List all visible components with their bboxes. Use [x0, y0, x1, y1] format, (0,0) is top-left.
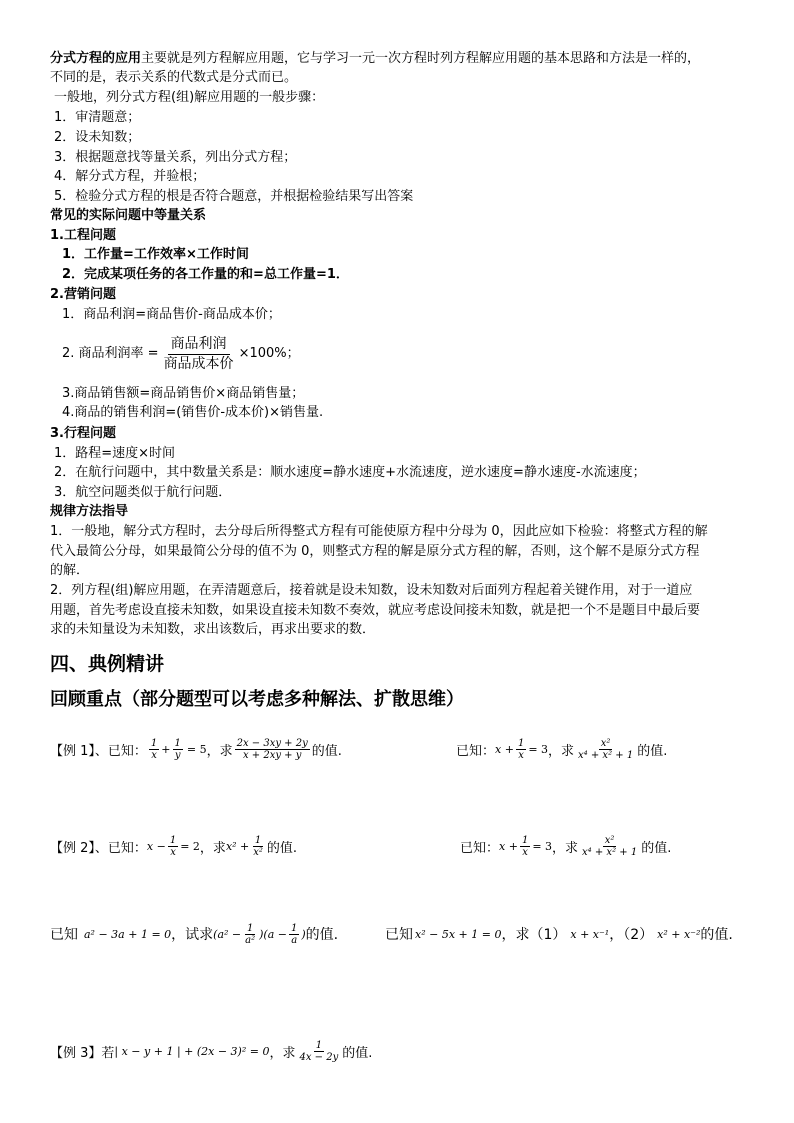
frac-num: 1: [174, 737, 181, 749]
example-1-frac-2: [173, 738, 183, 761]
tail-text: 的值.: [305, 927, 339, 943]
methods-p2-line-2: 用题，首先考虑设直接未知数，如果设直接未知数不奏效，就应考虑设间接未知数，就是把一个不是题目中最后要: [50, 603, 701, 618]
methods-p2-line-3: 求的未知量设为未知数，求出该数后，再求出要求的数．: [50, 622, 376, 637]
intro-line-2: 不同的是，表示关系的代数式是分式而已。: [50, 70, 298, 85]
engineering-item-1: 1．工作量=工作效率×工作时间: [62, 247, 249, 262]
step-4: 4．解分式方程，并验根；: [54, 169, 206, 184]
ask-text: ，求: [552, 840, 579, 856]
engineering-item-2: 2．完成某项任务的各工作量的和=总工作量=1．: [62, 267, 349, 282]
ask-text: ，求: [199, 840, 226, 856]
example-2-right-label: 已知：: [460, 840, 500, 856]
intro-title: 分式方程的应用: [50, 51, 142, 66]
frac-den: x: [151, 749, 157, 761]
example-a-frac-2: [289, 923, 299, 946]
sales-item-4: 4.商品的销售利润=(销售价-成本价)×销售量.: [62, 405, 324, 420]
profit-rate-denominator: 商品成本价: [163, 355, 234, 372]
sales-title: 2.营销问题: [50, 287, 116, 302]
intro-rest: 主要就是列方程解应用题，它与学习一元一次方程时列方程解应用题的基本思路和方法是一样的，: [141, 51, 701, 66]
intro-line-1: [50, 50, 700, 68]
frac-num: 1: [246, 922, 254, 934]
methods-p1-line-3: 的解．: [50, 563, 90, 578]
example-1-right: [456, 734, 667, 764]
frac-den: x: [518, 749, 524, 761]
expr-part: x +: [499, 839, 518, 853]
expr-part: x −: [146, 839, 166, 853]
methods-p1-line-2: 代入最简公分母，如果最简公分母的值不为 0，则整式方程的解是原分式方程的解，否则，这个解不是原分式方程: [50, 544, 700, 559]
equation-rhs: = 3: [532, 839, 553, 853]
ask-text: ，求: [548, 743, 575, 759]
example-a-equation: a² − 3a + 1 = 0: [84, 927, 172, 941]
sales-item-1: 1．商品利润=商品售价-商品成本价；: [62, 307, 281, 322]
example-a: [50, 919, 338, 949]
example-2-label: 【例 2】、已知：: [50, 840, 147, 856]
relations-title: 常见的实际问题中等量关系: [50, 208, 207, 223]
example-a-label: 已知: [50, 927, 78, 943]
frac-den: y: [174, 749, 181, 761]
ask-text: ，求: [269, 1045, 296, 1061]
section-heading: 四、典例精讲: [50, 653, 165, 675]
frac-den: x⁴ + x² + 1: [582, 846, 638, 858]
profit-rate-numerator: 商品利润: [168, 335, 230, 355]
example-2: [50, 831, 297, 861]
tail-text: 的值.: [700, 927, 733, 943]
frac-num: 1: [169, 834, 177, 846]
frac-num: x²: [604, 834, 615, 846]
plus-sign: +: [161, 742, 171, 756]
frac-num: 1: [290, 922, 298, 934]
example-2-right-frac: [520, 835, 530, 858]
frac-num: 1: [254, 834, 262, 846]
example-a-right: [385, 919, 733, 949]
travel-title: 3.行程问题: [50, 426, 116, 441]
example-a-right-equation: x² − 5x + 1 = 0: [415, 927, 502, 941]
example-a-frac-1: [243, 923, 257, 946]
ask-text: ，求（1）: [501, 927, 567, 943]
ask-text: ，求: [206, 743, 233, 759]
example-3-equation: | x − y + 1 | + (2x − 3)² = 0: [114, 1044, 270, 1058]
expr-part: x + x⁻¹: [570, 927, 610, 941]
tail-text: 的值.: [641, 840, 672, 856]
expr-part: )(a −: [259, 927, 287, 941]
expr-part: x² +: [225, 839, 250, 853]
frac-num: 2x − 3xy + 2y: [236, 737, 308, 749]
frac-num: 1: [521, 834, 529, 846]
engineering-title: 1.工程问题: [50, 228, 116, 243]
frac-den: 4x − 2y: [299, 1051, 339, 1063]
frac-den: a: [291, 934, 298, 946]
mid-text: ，（2）: [609, 927, 654, 943]
frac-den: x⁴ + x² + 1: [578, 749, 634, 761]
step-3: 3．根据题意找等量关系，列出分式方程；: [54, 150, 297, 165]
expr-part: x² + x⁻²: [657, 927, 701, 941]
expr-part: ): [301, 927, 306, 941]
step-1: 1．审清题意；: [54, 110, 141, 125]
example-a-right-label: 已知: [385, 927, 413, 943]
example-2-frac-2: [251, 835, 265, 858]
frac-den: x: [170, 846, 176, 858]
example-2-right-expression: [580, 835, 639, 858]
step-5: 5．检验分式方程的根是否符合题意，并根据检验结果写出答案: [54, 189, 414, 204]
sales-item-3: 3.商品销售额=商品销售价×商品销售量；: [62, 386, 305, 401]
methods-title: 规律方法指导: [50, 504, 129, 519]
tail-text: 的值.: [266, 840, 298, 856]
travel-item-1: 1．路程=速度×时间: [54, 446, 176, 461]
example-1-expression: [235, 738, 310, 761]
tail-text: 的值.: [311, 743, 342, 759]
example-2-right: [460, 831, 671, 861]
expr-part: (a² −: [213, 927, 242, 941]
frac-den: x: [522, 846, 528, 858]
example-1: [50, 734, 342, 764]
example-1-frac-1: [149, 738, 159, 761]
frac-num: 1: [315, 1039, 323, 1051]
frac-den: x + 2xy + y: [242, 749, 302, 761]
frac-num: 1: [150, 737, 158, 749]
frac-num: x²: [600, 737, 611, 749]
example-1-right-expression: [576, 738, 635, 761]
intro-general: 一般地，列分式方程(组)解应用题的一般步骤：: [54, 90, 325, 105]
travel-item-2: 2．在航行问题中，其中数量关系是：顺水速度=静水速度+水流速度，逆水速度=静水速度-水流速度；: [54, 465, 646, 480]
methods-p2-line-1: 2．列方程(组)解应用题，在弄清题意后，接着就是设未知数，设未知数对后面列方程起着关键作用，对于一道应: [50, 583, 693, 598]
example-3: [50, 1036, 372, 1066]
step-2: 2．设未知数；: [54, 130, 141, 145]
travel-item-3: 3．航空问题类似于航行问题．: [54, 485, 232, 500]
profit-rate-fraction: [161, 335, 237, 374]
methods-p1-line-1: 1．一般地，解分式方程时，去分母后所得整式方程有可能使原方程中分母为 0，因此应如下检验：将整式方程的解: [50, 524, 708, 539]
frac-den: x²: [253, 846, 263, 858]
tail-text: 的值.: [342, 1045, 373, 1061]
ask-text: ，试求: [171, 927, 214, 943]
expr-part: x +: [495, 742, 514, 756]
tail-text: 的值.: [637, 743, 668, 759]
example-1-right-label: 已知：: [456, 743, 496, 759]
example-2-frac: [168, 835, 178, 858]
sales-item-2-suffix: ×100%；: [238, 346, 300, 361]
sales-item-2: [62, 334, 300, 374]
review-heading: 回顾重点（部分题型可以考虑多种解法、扩散思维）: [50, 689, 464, 710]
example-3-frac: [298, 1040, 341, 1063]
equation-rhs: = 5: [186, 742, 207, 756]
equation-rhs: = 3: [528, 742, 549, 756]
example-1-right-frac: [516, 738, 526, 761]
frac-den: a²: [245, 934, 256, 946]
example-1-label: 【例 1】、已知：: [50, 743, 147, 759]
sales-item-2-prefix: 2. 商品利润率 =: [62, 346, 159, 361]
frac-num: 1: [517, 737, 525, 749]
example-3-label: 【例 3】若: [50, 1045, 115, 1061]
equation-rhs: = 2: [180, 839, 200, 853]
